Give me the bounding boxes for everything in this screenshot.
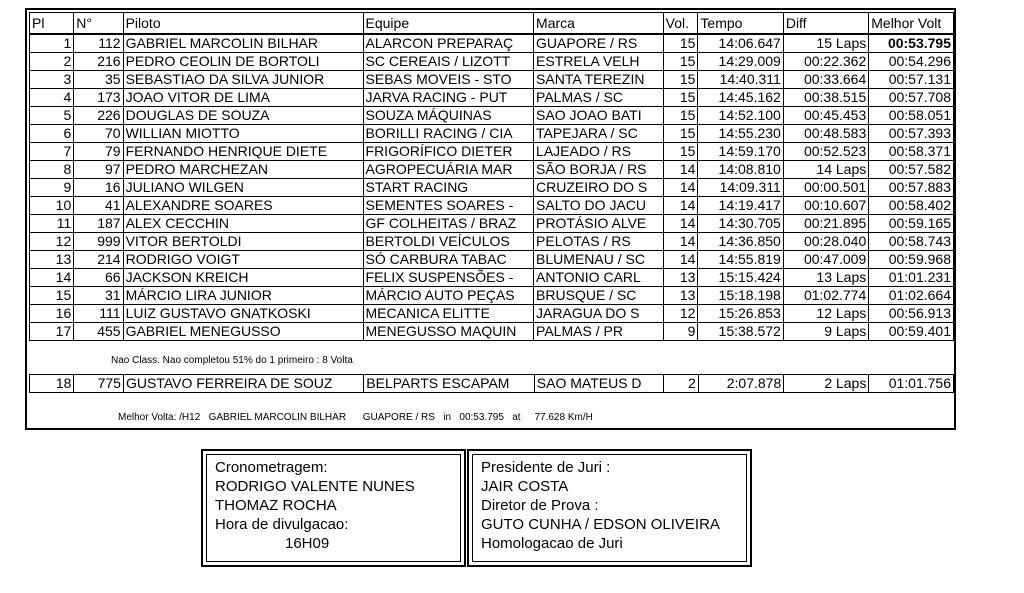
cell-marca: GUAPORE / RS [534,34,664,53]
cell-vol: 14 [663,197,698,215]
cell-num: 70 [74,125,123,143]
cell-equipe: START RACING [363,179,534,197]
results-sheet [25,8,956,430]
cell-pl: 12 [30,233,74,251]
cell-pl: 1 [30,34,74,53]
cell-tempo: 14:06.647 [698,34,783,53]
cell-vol: 12 [663,305,698,323]
col-header-marca: Marca [534,13,664,35]
cell-equipe: GF COLHEITAS / BRAZ [363,215,534,233]
cell-num: 216 [74,53,123,71]
homologation-label: Homologacao de Juri [481,535,623,552]
cell-vol: 15 [663,107,698,125]
cell-diff: 00:22.362 [783,53,868,71]
not-classified-table [29,374,954,393]
officials-box [467,449,752,567]
cell-melhor: 00:57.582 [869,161,954,179]
cell-melhor: 00:57.131 [869,71,954,89]
cell-melhor: 01:01.756 [869,375,954,393]
cell-pl: 4 [30,89,74,107]
cell-tempo: 14:55.230 [698,125,783,143]
cell-vol: 9 [663,323,698,341]
cell-tempo: 14:29.009 [698,53,783,71]
cell-equipe: SEBAS MOVEIS - STO [363,71,534,89]
cell-piloto: LUIZ GUSTAVO GNATKOSKI [123,305,363,323]
cell-num: 214 [74,251,123,269]
cell-melhor: 00:57.393 [869,125,954,143]
cell-marca: BRUSQUE / SC [534,287,664,305]
cell-piloto: MÁRCIO LIRA JUNIOR [123,287,363,305]
cell-pl: 16 [30,305,74,323]
table-row [30,34,954,53]
cell-marca: SANTA TEREZIN [534,71,664,89]
cell-tempo: 14:52.100 [698,107,783,125]
table-row [30,71,954,89]
cell-equipe: MENEGUSSO MAQUIN [363,323,534,341]
cell-diff: 00:21.895 [783,215,868,233]
cell-diff: 01:02.774 [783,287,868,305]
table-row [30,89,954,107]
cell-tempo: 15:26.853 [698,305,783,323]
cell-equipe: BELPARTS ESCAPAM [364,375,534,393]
race-director-label: Diretor de Prova : [481,497,599,514]
cell-equipe: SÓ CARBURA TABAC [363,251,534,269]
col-header-equipe: Equipe [363,13,534,35]
cell-piloto: JOAO VITOR DE LIMA [123,89,363,107]
cell-piloto: GABRIEL MARCOLIN BILHAR [123,34,363,53]
table-row [30,233,954,251]
cell-diff: 9 Laps [783,323,868,341]
cell-num: 41 [74,197,123,215]
table-row [30,125,954,143]
cell-equipe: AGROPECUÁRIA MAR [363,161,534,179]
cell-diff: 15 Laps [783,34,868,53]
cell-pl: 5 [30,107,74,125]
cell-tempo: 14:40.311 [698,71,783,89]
cell-equipe: BORILLI RACING / CIA [363,125,534,143]
cell-melhor: 00:58.051 [869,107,954,125]
cell-pl: 9 [30,179,74,197]
cell-equipe: MECANICA ELITTE [363,305,534,323]
cell-tempo: 14:45.162 [698,89,783,107]
not-classified-note: Nao Class. Nao completou 51% do 1 primeiro : 8 Volta [111,355,353,366]
best-lap-line: Melhor Volta: /H12 GABRIEL MARCOLIN BILHAR GUAPORE / RS in 00:53.795 at 77.628 Km/H [118,412,593,423]
cell-pl: 2 [30,53,74,71]
table-row [30,251,954,269]
cell-vol: 15 [663,71,698,89]
cell-marca: SÃO BORJA / RS [534,161,664,179]
cell-vol: 14 [663,179,698,197]
cell-pl: 3 [30,71,74,89]
cell-tempo: 14:08.810 [698,161,783,179]
cell-equipe: SEMENTES SOARES - [363,197,534,215]
cell-melhor: 00:59.401 [869,323,954,341]
cell-melhor: 01:02.664 [869,287,954,305]
cell-pl: 10 [30,197,74,215]
cell-num: 999 [74,233,123,251]
cell-marca: PROTÁSIO ALVE [534,215,664,233]
cell-melhor: 00:54.296 [869,53,954,71]
jury-president-name: JAIR COSTA [481,478,569,495]
cell-piloto: PEDRO MARCHEZAN [123,161,363,179]
cell-num: 173 [74,89,123,107]
table-row [30,161,954,179]
cell-piloto: GUSTAVO FERREIRA DE SOUZ [123,375,363,393]
cell-equipe: FRIGORÍFICO DIETER [363,143,534,161]
cell-vol: 2 [664,375,699,393]
table-row [30,197,954,215]
cell-num: 97 [74,161,123,179]
timing-box [201,449,466,567]
cell-melhor: 00:56.913 [869,305,954,323]
cell-pl: 14 [30,269,74,287]
table-row [30,53,954,71]
cell-piloto: ALEXANDRE SOARES [123,197,363,215]
cell-piloto: ALEX CECCHIN [123,215,363,233]
cell-vol: 15 [663,89,698,107]
cell-vol: 13 [663,287,698,305]
col-header-diff: Diff [783,13,868,35]
cell-diff: 00:28.040 [783,233,868,251]
cell-piloto: JULIANO WILGEN [123,179,363,197]
cell-tempo: 14:09.311 [698,179,783,197]
cell-equipe: BERTOLDI VEÍCULOS [363,233,534,251]
cell-marca: BLUMENAU / SC [534,251,664,269]
cell-diff: 00:38.515 [783,89,868,107]
cell-vol: 15 [663,143,698,161]
results-body [30,34,954,341]
cell-pl: 15 [30,287,74,305]
cell-tempo: 14:59.170 [698,143,783,161]
timing-name-2: THOMAZ ROCHA [215,497,337,514]
cell-piloto: PEDRO CEOLIN DE BORTOLI [123,53,363,71]
cell-piloto: VITOR BERTOLDI [123,233,363,251]
cell-vol: 14 [663,215,698,233]
cell-tempo: 14:30.705 [698,215,783,233]
cell-equipe: MÁRCIO AUTO PEÇAS [363,287,534,305]
cell-piloto: FERNANDO HENRIQUE DIETE [123,143,363,161]
cell-num: 31 [74,287,123,305]
cell-melhor: 00:58.402 [869,197,954,215]
cell-tempo: 15:15.424 [698,269,783,287]
cell-marca: SAO JOAO BATI [534,107,664,125]
cell-marca: PALMAS / SC [534,89,664,107]
cell-diff: 13 Laps [783,269,868,287]
cell-melhor: 00:53.795 [869,34,954,53]
cell-diff: 00:52.523 [783,143,868,161]
cell-melhor: 00:57.708 [869,89,954,107]
cell-num: 775 [74,375,124,393]
table-row [30,287,954,305]
cell-marca: SAO MATEUS D [534,375,664,393]
cell-num: 455 [74,323,123,341]
cell-tempo: 15:38.572 [698,323,783,341]
cell-num: 16 [74,179,123,197]
col-header-vol: Vol. [663,13,698,35]
cell-diff: 00:45.453 [783,107,868,125]
cell-equipe: FELIX SUSPENSÕES - [363,269,534,287]
table-header [30,13,954,35]
release-time-label: Hora de divulgacao: [215,516,349,533]
cell-vol: 14 [663,161,698,179]
cell-vol: 13 [663,269,698,287]
cell-num: 79 [74,143,123,161]
table-row [30,375,954,393]
cell-melhor: 00:58.743 [869,233,954,251]
cell-diff: 00:48.583 [783,125,868,143]
cell-melhor: 01:01.231 [869,269,954,287]
cell-marca: JARAGUA DO S [534,305,664,323]
cell-pl: 8 [30,161,74,179]
cell-diff: 00:47.009 [783,251,868,269]
col-header-num: N° [74,13,123,35]
col-header-tempo: Tempo [698,13,783,35]
cell-melhor: 00:59.968 [869,251,954,269]
cell-diff: 12 Laps [783,305,868,323]
cell-num: 35 [74,71,123,89]
cell-piloto: WILLIAN MIOTTO [123,125,363,143]
cell-tempo: 15:18.198 [698,287,783,305]
cell-pl: 18 [30,375,74,393]
cell-marca: SALTO DO JACU [534,197,664,215]
cell-tempo: 14:19.417 [698,197,783,215]
cell-marca: PALMAS / PR [534,323,664,341]
results-table [29,12,954,341]
cell-tempo: 14:36.850 [698,233,783,251]
cell-marca: TAPEJARA / SC [534,125,664,143]
cell-vol: 14 [663,251,698,269]
cell-diff: 00:33.664 [783,71,868,89]
cell-num: 226 [74,107,123,125]
cell-melhor: 00:57.883 [869,179,954,197]
cell-diff: 14 Laps [783,161,868,179]
cell-pl: 13 [30,251,74,269]
cell-melhor: 00:59.165 [869,215,954,233]
cell-num: 112 [74,34,123,53]
cell-vol: 15 [663,53,698,71]
cell-tempo: 2:07.878 [698,375,783,393]
cell-num: 66 [74,269,123,287]
cell-piloto: DOUGLAS DE SOUZA [123,107,363,125]
cell-melhor: 00:58.371 [869,143,954,161]
table-row [30,107,954,125]
col-header-piloto: Piloto [123,13,363,35]
table-row [30,143,954,161]
cell-vol: 14 [663,233,698,251]
cell-marca: LAJEADO / RS [534,143,664,161]
table-row [30,269,954,287]
cell-piloto: SEBASTIAO DA SILVA JUNIOR [123,71,363,89]
cell-diff: 00:10.607 [783,197,868,215]
timing-name-1: RODRIGO VALENTE NUNES [215,478,415,495]
cell-equipe: SOUZA MÁQUINAS [363,107,534,125]
jury-president-label: Presidente de Juri : [481,459,611,476]
cell-piloto: GABRIEL MENEGUSSO [123,323,363,341]
table-row [30,215,954,233]
cell-num: 187 [74,215,123,233]
cell-piloto: JACKSON KREICH [123,269,363,287]
cell-vol: 15 [663,125,698,143]
cell-marca: ESTRELA VELH [534,53,664,71]
cell-equipe: SC CEREAIS / LIZOTT [363,53,534,71]
cell-num: 111 [74,305,123,323]
timing-label: Cronometragem: [215,459,328,476]
cell-pl: 17 [30,323,74,341]
table-row [30,179,954,197]
cell-diff: 2 Laps [784,375,869,393]
cell-vol: 15 [663,34,698,53]
cell-marca: CRUZEIRO DO S [534,179,664,197]
release-time: 16H09 [285,535,330,552]
cell-pl: 7 [30,143,74,161]
table-row [30,323,954,341]
table-row [30,305,954,323]
cell-piloto: RODRIGO VOIGT [123,251,363,269]
cell-equipe: ALARCON PREPARAÇ [363,34,534,53]
col-header-pl: Pl [30,13,74,35]
cell-tempo: 14:55.819 [698,251,783,269]
cell-pl: 11 [30,215,74,233]
cell-marca: PELOTAS / RS [534,233,664,251]
cell-pl: 6 [30,125,74,143]
cell-diff: 00:00.501 [783,179,868,197]
cell-marca: ANTONIO CARL [534,269,664,287]
cell-equipe: JARVA RACING - PUT [363,89,534,107]
race-director-name: GUTO CUNHA / EDSON OLIVEIRA [481,516,720,533]
col-header-melhor: Melhor Volt [869,13,954,35]
